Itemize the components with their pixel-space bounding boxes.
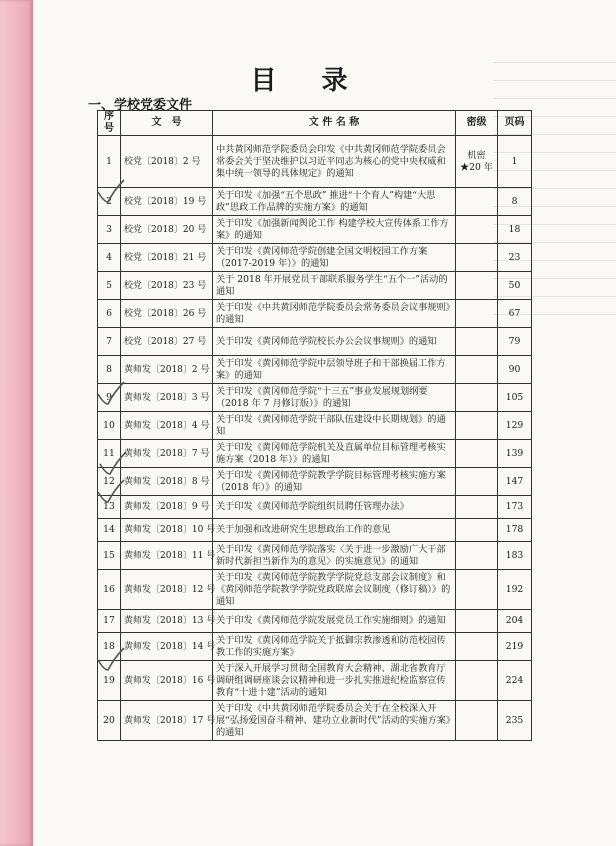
row-page: 90	[498, 356, 532, 384]
row-secret	[456, 468, 498, 496]
row-doc-no: 校党〔2018〕20 号	[121, 216, 213, 244]
row-secret	[456, 244, 498, 272]
row-page: 139	[498, 440, 532, 468]
section-title: 一、学校党委文件	[88, 98, 193, 113]
row-doc-no: 黄师发〔2018〕10 号	[121, 519, 213, 542]
row-secret	[456, 610, 498, 633]
row-doc-no: 黄师发〔2018〕8 号	[121, 468, 213, 496]
row-no: 19	[98, 661, 121, 701]
row-page: 129	[498, 412, 532, 440]
table-row	[98, 188, 532, 216]
header-no: 序号	[98, 111, 121, 136]
row-no: 8	[98, 356, 121, 384]
row-name: 关于印发《黄冈师范学院发展党员工作实施细则》的通知	[213, 610, 456, 633]
row-page: 23	[498, 244, 532, 272]
row-doc-no: 校党〔2018〕27 号	[121, 328, 213, 356]
row-doc-no: 黄师发〔2018〕2 号	[121, 356, 213, 384]
row-doc-no: 校党〔2018〕23 号	[121, 272, 213, 300]
row-secret	[456, 300, 498, 328]
row-no: 7	[98, 328, 121, 356]
row-name: 关于印发《黄冈师范学院教学学院党总支部会议制度》和《黄冈师范学院教学学院党政联席会议制度（修订稿）》的通知	[213, 570, 456, 610]
table-header-row	[98, 111, 532, 136]
row-name: 关于印发《加强“五个思政” 推进“十个育人”构建“大思政”思政工作品牌的实施方案》的通知	[213, 188, 456, 216]
row-page: 50	[498, 272, 532, 300]
row-name: 关于印发《黄冈师范学院中层领导班子和干部换届工作方案》的通知	[213, 356, 456, 384]
row-name: 关于印发《加强新闻舆论工作 构建学校大宣传体系工作方案》的通知	[213, 216, 456, 244]
header-name: 文 件 名 称	[213, 111, 456, 136]
row-doc-no: 校党〔2018〕21 号	[121, 244, 213, 272]
row-secret	[456, 496, 498, 519]
row-no: 16	[98, 570, 121, 610]
row-name: 关于印发《黄冈师范学院关于抵御宗教渗透和防范校园传教工作的实施方案》	[213, 633, 456, 661]
table-row	[98, 136, 532, 188]
row-doc-no: 黄师发〔2018〕4 号	[121, 412, 213, 440]
row-secret	[456, 519, 498, 542]
table-row	[98, 300, 532, 328]
row-doc-no: 校党〔2018〕26 号	[121, 300, 213, 328]
table-row	[98, 216, 532, 244]
table-row	[98, 384, 532, 412]
row-doc-no: 黄师发〔2018〕9 号	[121, 496, 213, 519]
row-doc-no: 黄师发〔2018〕14 号	[121, 633, 213, 661]
table-row	[98, 244, 532, 272]
row-name: 关于深入开展学习贯彻全国教育大会精神、湖北省教育厅调研组调研座谈会议精神和进一步扎实推进纪检监察宣传教育“十进十建”活动的通知	[213, 661, 456, 701]
row-name: 关于印发《黄冈师范学院机关及直属单位目标管理考核实施方案（2018 年）》的通知	[213, 440, 456, 468]
row-doc-no: 黄师发〔2018〕17 号	[121, 701, 213, 741]
row-page: 147	[498, 468, 532, 496]
row-page: 8	[498, 188, 532, 216]
row-no: 9	[98, 384, 121, 412]
row-secret	[456, 701, 498, 741]
toc-table	[97, 110, 532, 741]
page-title: 目 录	[250, 66, 366, 96]
table-row	[98, 542, 532, 570]
row-secret	[456, 412, 498, 440]
row-doc-no: 校党〔2018〕19 号	[121, 188, 213, 216]
row-no: 15	[98, 542, 121, 570]
table-row	[98, 701, 532, 741]
row-page: 105	[498, 384, 532, 412]
row-name: 关于印发《黄冈师范学院干部队伍建设中长期规划》的通知	[213, 412, 456, 440]
row-no: 2	[98, 188, 121, 216]
row-doc-no: 黄师发〔2018〕3 号	[121, 384, 213, 412]
row-doc-no: 黄师发〔2018〕11 号	[121, 542, 213, 570]
row-name: 关于加强和改进研究生思想政治工作的意见	[213, 519, 456, 542]
row-name: 中共黄冈师范学院委员会印发《中共黄冈师范学院委员会常委会关于坚决维护以习近平同志为核心的党中央权威和集中统一领导的具体规定》的通知	[213, 136, 456, 188]
row-no: 6	[98, 300, 121, 328]
row-name: 关于印发《中共黄冈师范学院委员会关于在全校深入开展“弘扬爱国奋斗精神、建功立业新时代”活动的实施方案》的通知	[213, 701, 456, 741]
header-page: 页码	[498, 111, 532, 136]
row-secret	[456, 356, 498, 384]
row-page: 204	[498, 610, 532, 633]
row-page: 67	[498, 300, 532, 328]
table-row	[98, 412, 532, 440]
row-no: 12	[98, 468, 121, 496]
row-page: 1	[498, 136, 532, 188]
row-name: 关于印发《黄冈师范学院校长办公会议事规则》的通知	[213, 328, 456, 356]
table-row	[98, 440, 532, 468]
row-no: 5	[98, 272, 121, 300]
row-doc-no: 黄师发〔2018〕7 号	[121, 440, 213, 468]
row-no: 13	[98, 496, 121, 519]
row-no: 17	[98, 610, 121, 633]
row-doc-no: 黄师发〔2018〕16 号	[121, 661, 213, 701]
row-no: 20	[98, 701, 121, 741]
row-name: 关于印发《黄冈师范学院教学学院目标管理考核实施方案（2018 年）》的通知	[213, 468, 456, 496]
table-row	[98, 633, 532, 661]
row-doc-no: 黄师发〔2018〕13 号	[121, 610, 213, 633]
row-name: 关于印发《黄冈师范学院组织员聘任管理办法》	[213, 496, 456, 519]
row-page: 18	[498, 216, 532, 244]
row-no: 11	[98, 440, 121, 468]
row-name: 关于印发《黄冈师范学院落实〈关于进一步激励广大干部新时代新担当新作为的意见〉的实施意见》的通知	[213, 542, 456, 570]
row-secret	[456, 384, 498, 412]
table-row	[98, 272, 532, 300]
row-page: 178	[498, 519, 532, 542]
binding-strip	[0, 0, 33, 846]
table-row	[98, 661, 532, 701]
row-name: 关于印发《中共黄冈师范学院委员会常务委员会议事规则》的通知	[213, 300, 456, 328]
table-row	[98, 468, 532, 496]
table-row	[98, 356, 532, 384]
header-secret: 密级	[456, 111, 498, 136]
row-secret	[456, 542, 498, 570]
row-secret	[456, 440, 498, 468]
row-page: 79	[498, 328, 532, 356]
row-no: 3	[98, 216, 121, 244]
table-row	[98, 610, 532, 633]
row-secret	[456, 661, 498, 701]
table-row	[98, 496, 532, 519]
row-name: 关于印发《黄冈师范学院创建全国文明校园工作方案（2017-2019 年）》的通知	[213, 244, 456, 272]
row-secret: 机密★20 年	[456, 136, 498, 188]
table-row	[98, 570, 532, 610]
row-no: 18	[98, 633, 121, 661]
row-no: 10	[98, 412, 121, 440]
table-row	[98, 328, 532, 356]
row-page: 173	[498, 496, 532, 519]
row-doc-no: 黄师发〔2018〕12 号	[121, 570, 213, 610]
row-page: 235	[498, 701, 532, 741]
row-no: 4	[98, 244, 121, 272]
row-page: 192	[498, 570, 532, 610]
row-no: 1	[98, 136, 121, 188]
row-page: 224	[498, 661, 532, 701]
header-doc-no: 文 号	[121, 111, 213, 136]
row-no: 14	[98, 519, 121, 542]
row-doc-no: 校党〔2018〕2 号	[121, 136, 213, 188]
row-secret	[456, 188, 498, 216]
row-secret	[456, 272, 498, 300]
table-row	[98, 519, 532, 542]
row-name: 关于 2018 年开展党员干部联系服务学生“五个一”活动的通知	[213, 272, 456, 300]
row-page: 183	[498, 542, 532, 570]
row-name: 关于印发《黄冈师范学院“十三五”事业发展规划纲要（2018 年 7 月修订版）》的通知	[213, 384, 456, 412]
row-secret	[456, 633, 498, 661]
row-secret	[456, 216, 498, 244]
row-secret	[456, 570, 498, 610]
row-page: 219	[498, 633, 532, 661]
row-secret	[456, 328, 498, 356]
